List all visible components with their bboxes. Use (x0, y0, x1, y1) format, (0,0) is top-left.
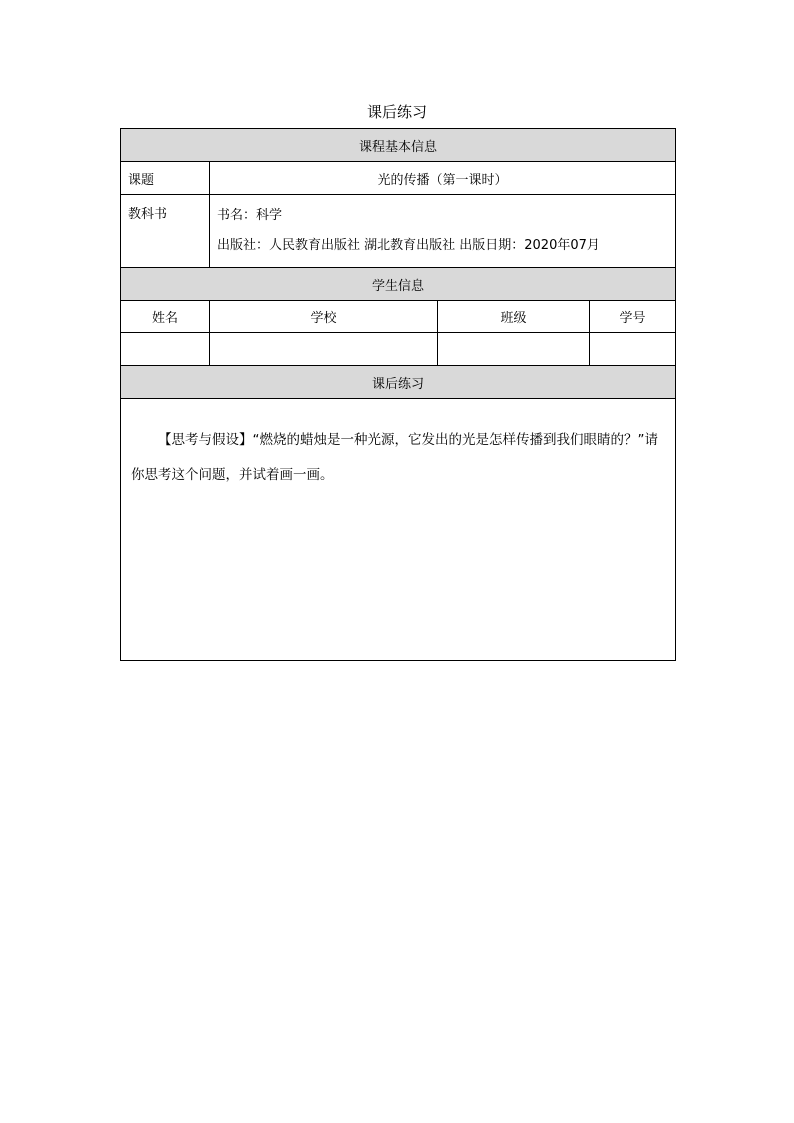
textbook-info (210, 195, 676, 268)
exercise-header: 课后练习 (121, 366, 676, 399)
lesson-value: 光的传播（第一课时） (210, 162, 676, 195)
column-class: 班级 (438, 301, 590, 333)
name-field[interactable] (121, 333, 210, 366)
course-info-header: 课程基本信息 (121, 129, 676, 162)
document-title: 课后练习 (366, 103, 427, 121)
student-info-header: 学生信息 (121, 268, 676, 301)
exercise-text: 【思考与假设】“燃烧的蜡烛是一种光源，它发出的光是怎样传播到我们眼睛的？”请你思考这个问题，并试着画一画。 (121, 399, 676, 661)
school-field[interactable] (210, 333, 438, 366)
column-student-id: 学号 (590, 301, 676, 333)
lesson-label: 课题 (121, 162, 210, 195)
publisher-info: 出版社：人民教育出版社 湖北教育出版社 出版日期：2020年07月 (217, 238, 600, 253)
lesson-table (120, 128, 676, 661)
class-field[interactable] (438, 333, 590, 366)
textbook-label: 教科书 (121, 195, 210, 268)
student-id-field[interactable] (590, 333, 676, 366)
column-name: 姓名 (121, 301, 210, 333)
book-name: 书名：科学 (217, 208, 283, 223)
column-school: 学校 (210, 301, 438, 333)
